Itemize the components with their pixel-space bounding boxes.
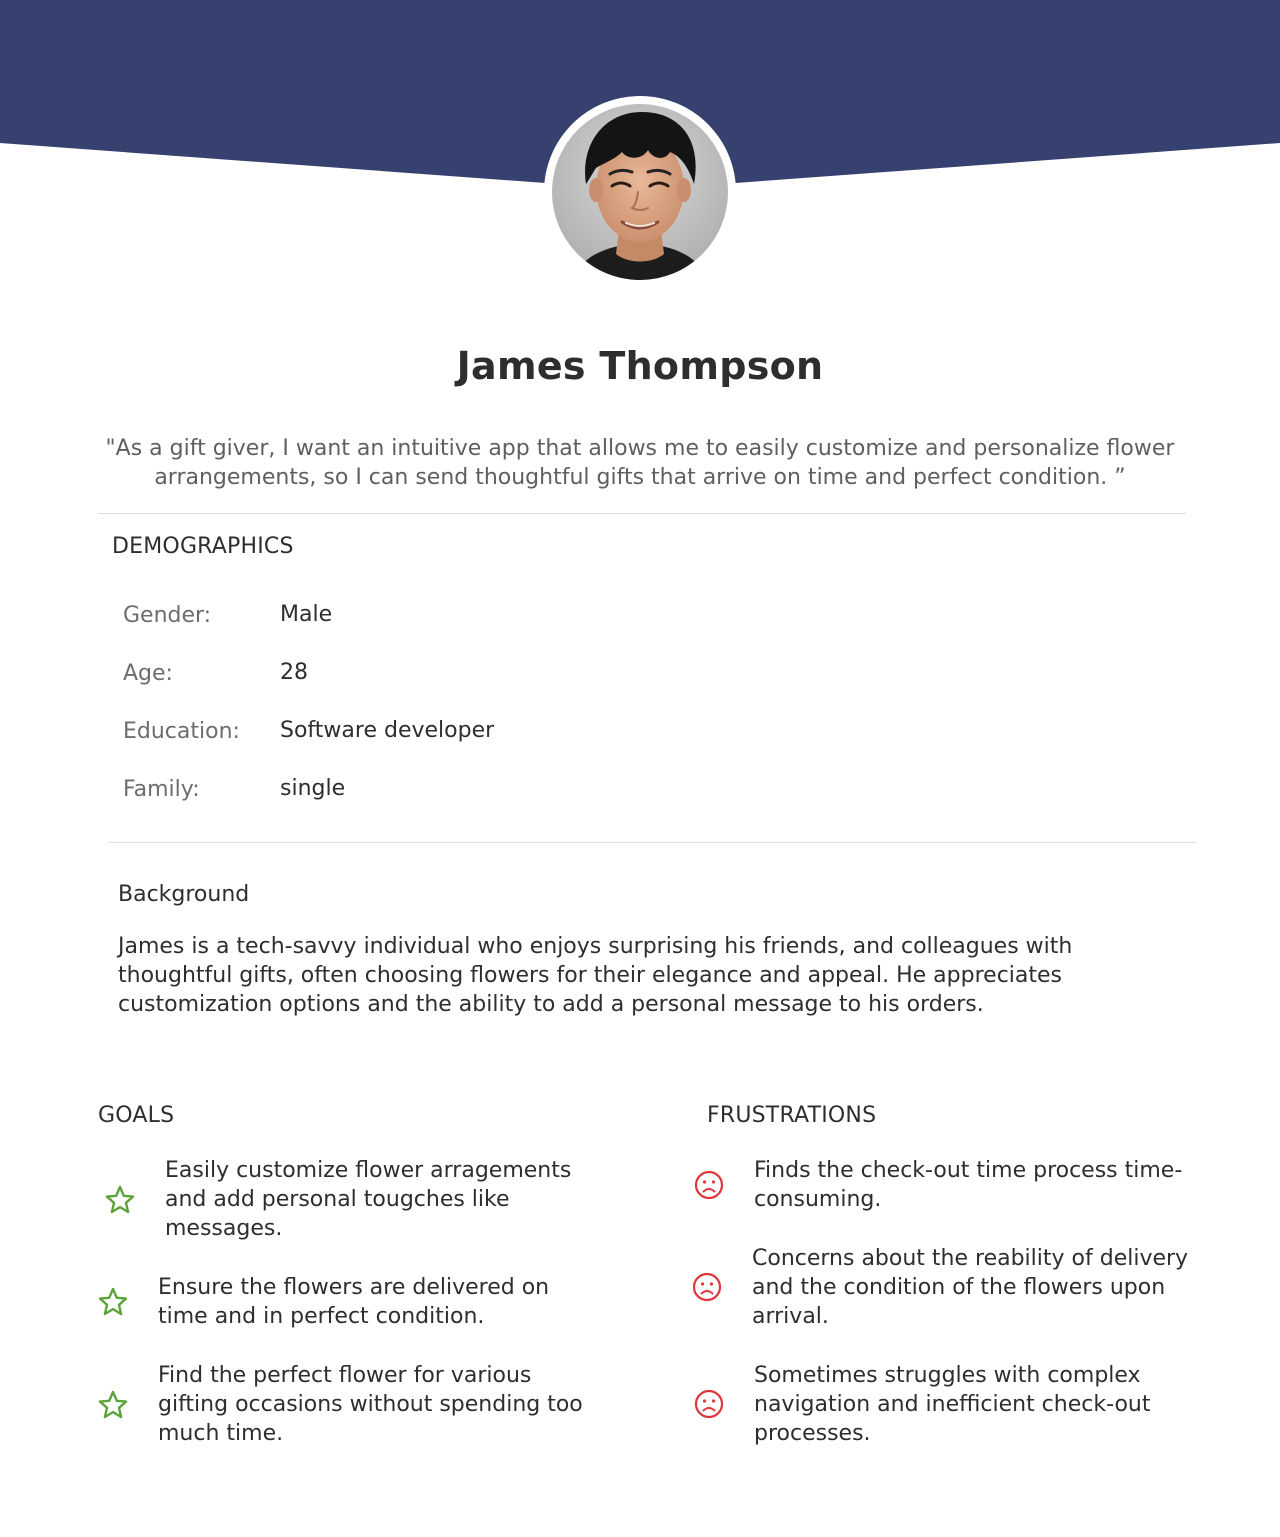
demographics-value-education: Software developer [280, 718, 495, 743]
goal-item: Easily customize flower arragements and add personal tougches like messages. [165, 1158, 572, 1241]
goals-title: GOALS [98, 1103, 175, 1128]
demographics-value-family: single [280, 776, 346, 801]
demographics-label-age: Age: [123, 661, 173, 686]
star-icon [104, 1184, 136, 1216]
avatar [552, 104, 728, 280]
divider-top [98, 513, 1186, 514]
background-title: Background [118, 882, 250, 907]
star-icon [97, 1389, 129, 1421]
star-icon [97, 1286, 129, 1318]
frustration-item: Finds the check-out time process time-consuming. [754, 1158, 1183, 1212]
frustrations-title: FRUSTRATIONS [707, 1103, 877, 1128]
sad-face-icon [693, 1169, 725, 1201]
goal-item: Find the perfect flower for various gifting occasions without spending too much time. [158, 1363, 583, 1446]
frustration-item: Concerns about the reability of delivery and the condition of the flowers upon arrival. [752, 1246, 1189, 1329]
demographics-label-family: Family: [123, 777, 200, 802]
demographics-value-gender: Male [280, 602, 333, 627]
goal-item: Ensure the flowers are delivered on time and in perfect condition. [158, 1275, 550, 1329]
divider-middle [109, 842, 1197, 843]
demographics-label-gender: Gender: [123, 603, 212, 628]
sad-face-icon [693, 1388, 725, 1420]
demographics-label-education: Education: [123, 719, 240, 744]
demographics-value-age: 28 [280, 660, 308, 685]
background-text: James is a tech-savvy individual who enjoys surprising his friends, and colleagues with thoughtful gifts, often choosing flowers for their elegance and appeal. He appreciates customization options and the ability to add a personal message to his orders. [118, 934, 1073, 1017]
portrait-photo-icon [552, 104, 728, 280]
persona-quote: "As a gift giver, I want an intuitive app that allows me to easily customize and personalize flower arrangements, so I can send thoughtful gifts that arrive on time and perfect condition. ” [105, 436, 1175, 490]
persona-name: James Thompson [456, 344, 824, 388]
demographics-title: DEMOGRAPHICS [112, 534, 294, 559]
frustration-item: Sometimes struggles with complex navigation and inefficient check-out processes. [754, 1363, 1151, 1446]
sad-face-icon [691, 1271, 723, 1303]
